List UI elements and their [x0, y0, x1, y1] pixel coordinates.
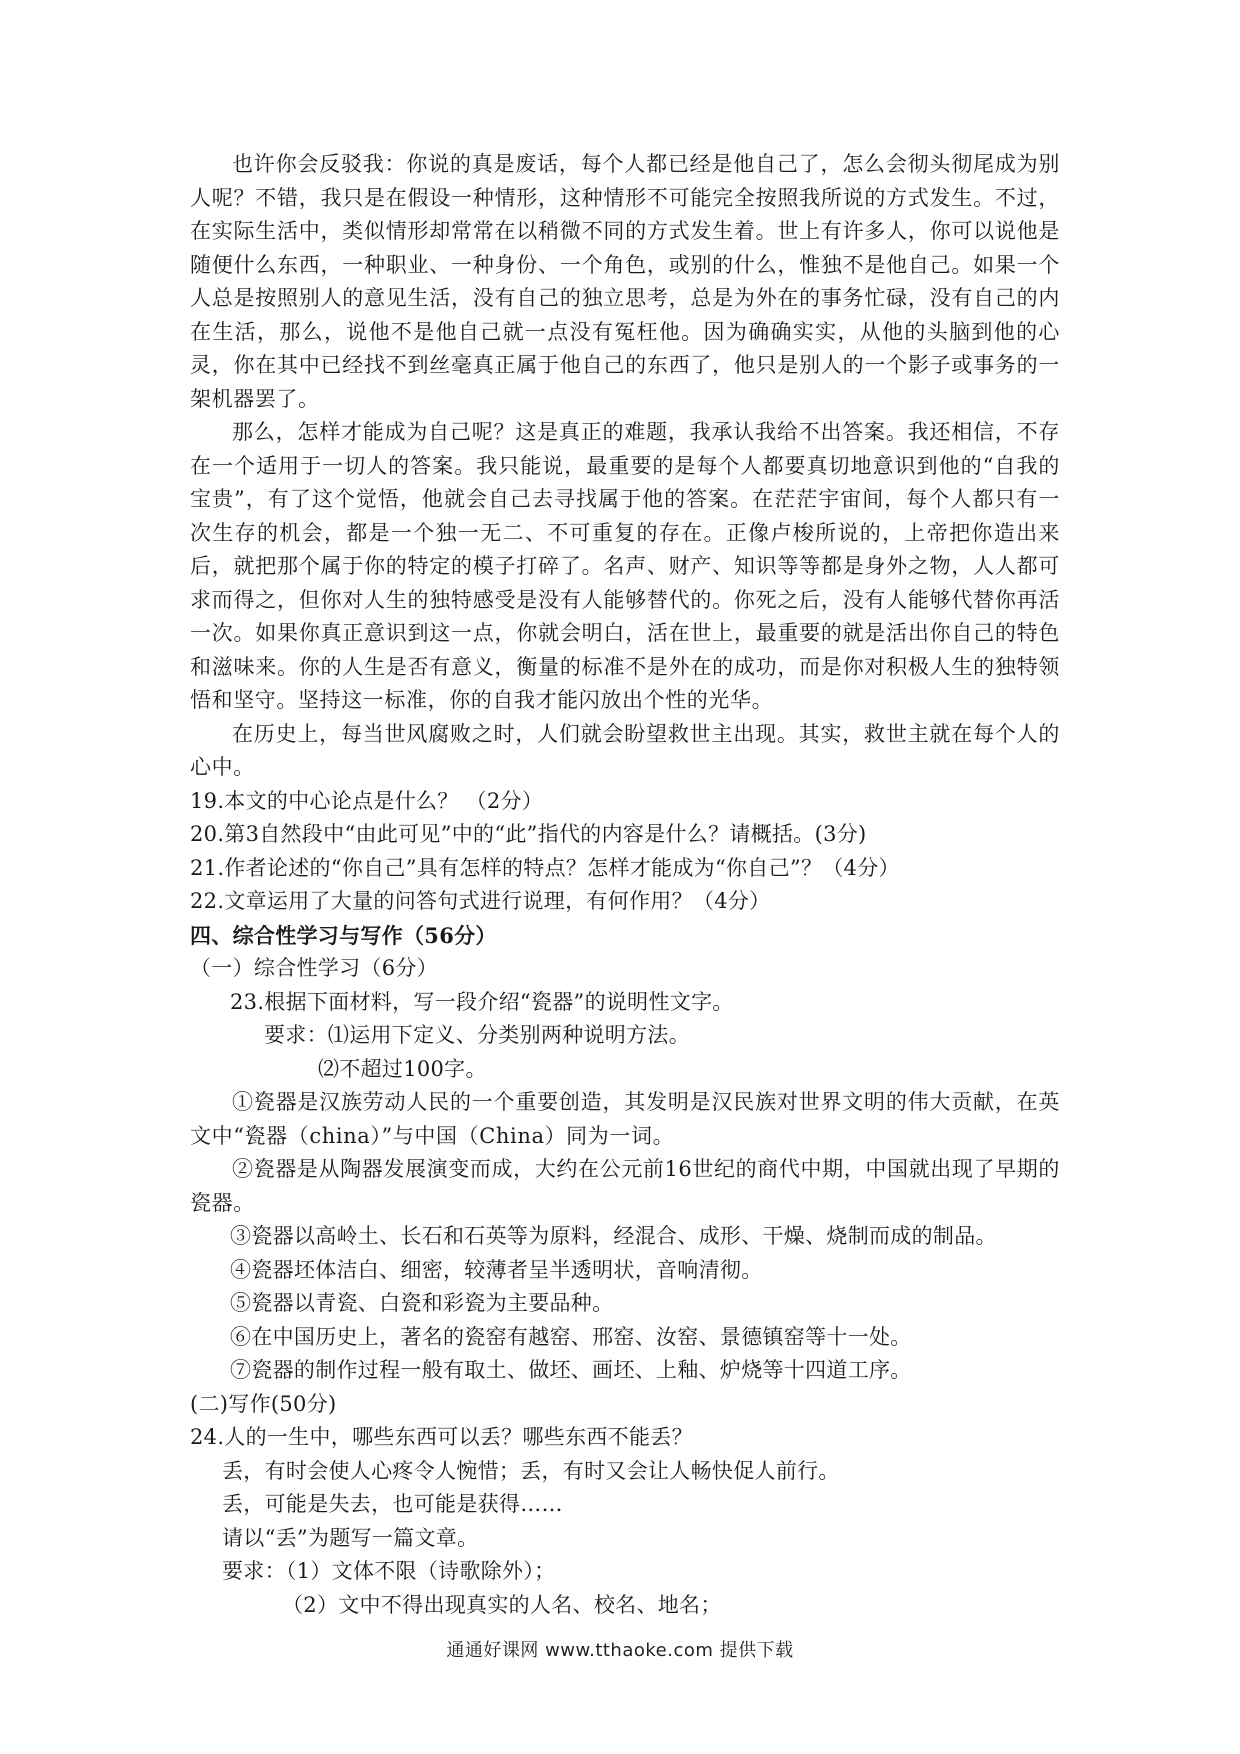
passage-paragraph-3: 在历史上，每当世风腐败之时，人们就会盼望救世主出现。其实，救世主就在每个人的心中。: [190, 721, 1060, 779]
question-19: 19.本文的中心论点是什么？ （2分）: [190, 788, 544, 813]
question-23-requirement-1: 要求：⑴运用下定义、分类别两种说明方法。: [264, 1023, 690, 1047]
question-22: 22.文章运用了大量的问答句式进行说理，有何作用？（4分）: [190, 889, 771, 913]
material-5: ⑤瓷器以青瓷、白瓷和彩瓷为主要品种。: [230, 1291, 614, 1315]
section-4-title: 四、综合性学习与写作（56分）: [190, 922, 497, 948]
material-2: ②瓷器是从陶器发展演变而成，大约在公元前16世纪的商代中期，中国就出现了早期的瓷器。: [190, 1157, 1060, 1215]
question-23: 23.根据下面材料，写一段介绍“瓷器”的说明性文字。: [230, 989, 734, 1014]
passage-paragraph-2: 那么，怎样才能成为自己呢？这是真正的难题，我承认我给不出答案。我还相信，不存在一个适用于一切人的答案。我只能说，最重要的是每个人都要真切地意识到他的“自我的宝贵”，有了这个觉悟，他就会自己去寻找属于他的答案。在茫茫宇宙间，每个人都只有一次生存的机会，都是一个独一无二、不可重复的存在。正像卢梭所说的，上帝把你造出来后，就把那个属于你的特定的模子打碎了。名声、财产、知识等等都是身外之物，人人都可求而得之，但你对人生的独特感受是没有人能够替代的。你死之后，没有人能够代替你再活一次。如果你真正意识到这一点，你就会明白，活在世上，最重要的就是活出你自己的特色和滋味来。你的人生是否有意义，衡量的标准不是外在的成功，而是你对积极人生的独特领悟和坚守。坚持这一标准，你的自我才能闪放出个性的光华。: [190, 420, 1060, 712]
material-7: ⑦瓷器的制作过程一般有取土、做坯、画坯、上釉、炉烧等十四道工序。: [230, 1358, 912, 1382]
question-24-line-1: 丢，有时会使人心疼令人惋惜；丢，有时又会让人畅快促人前行。: [222, 1458, 840, 1483]
question-24-requirement-2: （2）文中不得出现真实的人名、校名、地名；: [282, 1592, 722, 1617]
exam-page: [190, 148, 1060, 1622]
question-24-line-2: 丢，可能是失去，也可能是获得……: [222, 1492, 563, 1516]
question-23-requirement-2: ⑵不超过100字。: [318, 1056, 487, 1081]
question-24-requirement-1: 要求：（1）文体不限（诗歌除外）；: [222, 1559, 556, 1583]
material-4: ④瓷器坯体洁白、细密，较薄者呈半透明状，音响清彻。: [230, 1257, 763, 1282]
material-1: ①瓷器是汉族劳动人民的一个重要创造，其发明是汉民族对世界文明的伟大贡献，在英文中“瓷器（china）”与中国（China）同为一词。: [190, 1090, 1060, 1148]
question-24-line-3: 请以“丢”为题写一篇文章。: [222, 1525, 479, 1550]
passage-paragraph-1: 也许你会反驳我：你说的真是废话，每个人都已经是他自己了，怎么会彻头彻尾成为别人呢？不错，我只是在假设一种情形，这种情形不可能完全按照我所说的方式发生。不过，在实际生活中，类似情形却常常在以稍微不同的方式发生着。世上有许多人，你可以说他是随便什么东西，一种职业、一种身份、一个角色，或别的什么，惟独不是他自己。如果一个人总是按照别人的意见生活，没有自己的独立思考，总是为外在的事务忙碌，没有自己的内在生活，那么，说他不是他自己就一点没有冤枉他。因为确确实实，从他的头脑到他的心灵，你在其中已经找不到丝毫真正属于他自己的东西了，他只是别人的一个影子或事务的一架机器罢了。: [190, 152, 1060, 411]
material-3: ③瓷器以高岭土、长石和石英等为原料，经混合、成形、干燥、烧制而成的制品。: [230, 1224, 997, 1248]
subsection-1-title: （一）综合性学习（6分）: [190, 956, 438, 980]
question-21: 21.作者论述的“你自己”具有怎样的特点？怎样才能成为“你自己”？（4分）: [190, 855, 900, 880]
question-20: 20.第3自然段中“由此可见”中的“此”指代的内容是什么？请概括。(3分): [190, 822, 867, 846]
footer-watermark: 通通好课网 www.tthaoke.com 提供下载: [446, 1640, 794, 1661]
material-6: ⑥在中国历史上，著名的瓷窑有越窑、邢窑、汝窑、景德镇窑等十一处。: [230, 1324, 912, 1349]
subsection-2-title: (二)写作(50分): [190, 1391, 337, 1416]
question-24: 24.人的一生中，哪些东西可以丢？哪些东西不能丢？: [190, 1425, 693, 1449]
